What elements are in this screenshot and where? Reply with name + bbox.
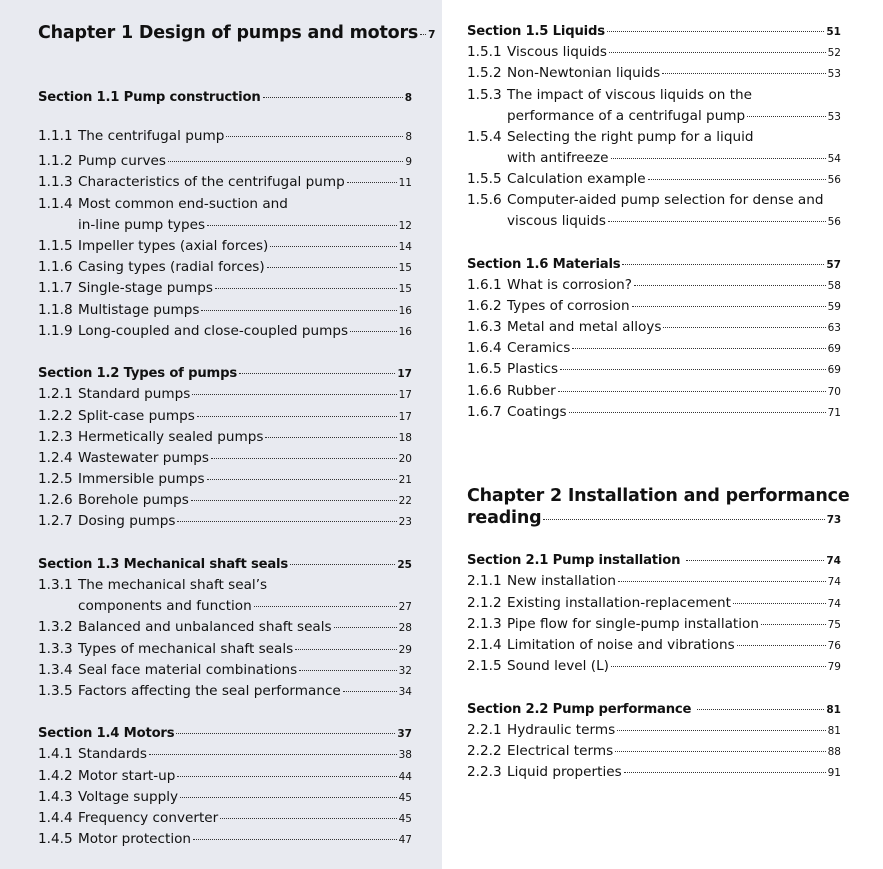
entry-title: Types of corrosion: [507, 298, 630, 314]
toc-entry-1-1-4[interactable]: [38, 194, 288, 215]
leader-dots: [569, 412, 826, 413]
entry-number: 1.1.9: [38, 323, 73, 339]
leader-dots: [193, 839, 397, 840]
entry-number: 1.5.5: [467, 171, 502, 187]
entry-title: Standard pumps: [78, 386, 191, 402]
entry-title-continued: performance of a centrifugal pump: [507, 108, 746, 124]
toc-entry-2-2-1[interactable]: [467, 720, 841, 742]
entry-number: 1.2.7: [38, 513, 73, 529]
entry-number: 1.4.3: [38, 789, 73, 805]
leader-dots: [295, 649, 396, 650]
section-title: Section 1.3 Mechanical shaft seals: [38, 557, 289, 572]
toc-entry-1-5-4[interactable]: [467, 127, 753, 148]
toc-entry-1-1-4-continued[interactable]: [38, 215, 412, 237]
page-number: 74: [827, 598, 841, 610]
entry-title: Calculation example: [507, 171, 646, 187]
leader-dots: [558, 391, 826, 392]
entry-number: 1.3.5: [38, 683, 73, 699]
page-number: 74: [827, 576, 841, 588]
entry-title: Borehole pumps: [78, 492, 189, 508]
leader-dots: [607, 31, 825, 32]
leader-dots: [611, 666, 826, 667]
chapter-1-heading[interactable]: [38, 22, 436, 46]
chapter-2-heading[interactable]: [467, 485, 850, 507]
leader-dots: [197, 416, 397, 417]
entry-title: Viscous liquids: [507, 44, 607, 60]
page-number: 29: [398, 644, 412, 656]
entry-title: New installation: [507, 573, 617, 589]
entry-title: What is corrosion?: [507, 277, 632, 293]
leader-dots: [350, 331, 397, 332]
leader-dots: [265, 437, 396, 438]
leader-dots: [290, 564, 395, 565]
entry-title-continued: viscous liquids: [507, 213, 606, 229]
entry-number: 1.5.3: [467, 87, 502, 103]
toc-entry-1-1-1[interactable]: [38, 126, 412, 148]
leader-dots: [239, 373, 395, 374]
page-number: 21: [398, 474, 412, 486]
entry-title: Motor protection: [78, 831, 192, 847]
entry-title: Voltage supply: [78, 789, 179, 805]
toc-entry-1-6-3[interactable]: [467, 317, 841, 339]
leader-dots: [192, 394, 396, 395]
entry-number: 1.2.4: [38, 450, 73, 466]
page-number: 57: [826, 259, 841, 271]
toc-entry-1-1-9[interactable]: [38, 321, 412, 343]
entry-title: Dosing pumps: [78, 513, 176, 529]
page-number: 15: [398, 283, 412, 295]
toc-entry-1-1-6[interactable]: [38, 257, 412, 279]
page-number: 15: [398, 262, 412, 274]
page-number: 56: [827, 216, 841, 228]
leader-dots: [420, 34, 426, 35]
entry-title: Most common end-suction and: [78, 196, 288, 212]
entry-number: 1.2.6: [38, 492, 73, 508]
page-number: 59: [827, 301, 841, 313]
leader-dots: [543, 519, 824, 520]
entry-title-continued: components and function: [78, 598, 252, 614]
leader-dots: [168, 161, 403, 162]
entry-number: 1.3.1: [38, 577, 73, 593]
page-number: 70: [827, 386, 841, 398]
entry-title: Casing types (radial forces): [78, 259, 265, 275]
entry-number: 1.4.1: [38, 746, 73, 762]
entry-title: Hermetically sealed pumps: [78, 429, 264, 445]
toc-entry-1-2-7[interactable]: [38, 511, 412, 533]
section-2-2-heading[interactable]: [467, 699, 841, 721]
entry-number: 1.1.7: [38, 280, 73, 296]
entry-number: 1.6.3: [467, 319, 502, 335]
toc-entry-2-1-3[interactable]: [467, 614, 841, 636]
leader-dots: [618, 581, 826, 582]
entry-number: 1.6.7: [467, 404, 502, 420]
entry-title: Non-Newtonian liquids: [507, 65, 661, 81]
toc-entry-1-5-4-continued[interactable]: [467, 148, 841, 170]
entry-number: 1.1.6: [38, 259, 73, 275]
entry-number: 2.1.1: [467, 573, 502, 589]
section-2-1-heading[interactable]: [467, 550, 841, 572]
leader-dots: [615, 751, 825, 752]
entry-number: 1.6.2: [467, 298, 502, 314]
leader-dots: [737, 645, 826, 646]
toc-entry-1-2-6[interactable]: [38, 490, 412, 512]
page-number: 74: [826, 555, 841, 567]
entry-number: 2.1.4: [467, 637, 502, 653]
page-number: 47: [398, 834, 412, 846]
entry-title: Standards: [78, 746, 147, 762]
leader-dots: [263, 97, 403, 98]
page-number: 91: [827, 767, 841, 779]
entry-title: Single-stage pumps: [78, 280, 213, 296]
leader-dots: [334, 627, 397, 628]
entry-number: 1.3.3: [38, 641, 73, 657]
toc-entry-1-4-5[interactable]: [38, 829, 412, 851]
leader-dots: [220, 818, 396, 819]
leader-dots: [697, 709, 824, 710]
entry-title: Sound level (L): [507, 658, 609, 674]
toc-entry-1-2-1[interactable]: [38, 384, 412, 406]
entry-number: 2.2.2: [467, 743, 502, 759]
leader-dots: [747, 116, 825, 117]
toc-entry-1-4-4[interactable]: [38, 808, 412, 830]
page-number: 7: [428, 29, 436, 41]
toc-entry-1-1-2[interactable]: [38, 151, 412, 173]
entry-title: Long-coupled and close-coupled pumps: [78, 323, 349, 339]
section-title: Section 2.2 Pump performance: [467, 702, 692, 717]
entry-title: Multistage pumps: [78, 302, 200, 318]
entry-number: 1.5.1: [467, 44, 502, 60]
page-number: 54: [827, 153, 841, 165]
entry-number: 1.3.2: [38, 619, 73, 635]
leader-dots: [634, 285, 826, 286]
page-number: 69: [827, 343, 841, 355]
page-number: 17: [398, 411, 412, 423]
page-number: 18: [398, 432, 412, 444]
leader-dots: [211, 458, 397, 459]
toc-entry-1-5-3[interactable]: [467, 85, 752, 106]
section-title: Section 1.6 Materials: [467, 257, 621, 272]
leader-dots: [215, 288, 397, 289]
leader-dots: [343, 691, 397, 692]
leader-dots: [624, 772, 826, 773]
entry-number: 1.2.2: [38, 408, 73, 424]
toc-entry-1-4-1[interactable]: [38, 744, 412, 766]
entry-title: Factors affecting the seal performance: [78, 683, 341, 699]
entry-title: Limitation of noise and vibrations: [507, 637, 735, 653]
toc-entry-1-6-6[interactable]: [467, 381, 841, 403]
toc-entry-1-1-7[interactable]: [38, 278, 412, 300]
leader-dots: [347, 182, 397, 183]
section-1-6-heading[interactable]: [467, 254, 841, 276]
page-number: 88: [827, 746, 841, 758]
entry-title: Wastewater pumps: [78, 450, 209, 466]
entry-title: Seal face material combinations: [78, 662, 298, 678]
entry-number: 1.5.6: [467, 192, 502, 208]
leader-dots: [560, 369, 826, 370]
leader-dots: [761, 624, 826, 625]
page-number: 63: [827, 322, 841, 334]
toc-entry-1-5-6-continued[interactable]: [467, 211, 841, 233]
page-number: 56: [827, 174, 841, 186]
leader-dots: [254, 606, 397, 607]
toc-entry-1-3-1-continued[interactable]: [38, 596, 412, 618]
leader-dots: [226, 136, 403, 137]
toc-entry-1-6-7[interactable]: [467, 402, 841, 424]
entry-number: 1.5.4: [467, 129, 502, 145]
leader-dots: [207, 479, 397, 480]
section-1-4-heading[interactable]: [38, 723, 412, 745]
leader-dots: [617, 730, 825, 731]
entry-title: The impact of viscous liquids on the: [507, 87, 753, 103]
entry-title: Plastics: [507, 361, 559, 377]
entry-title-continued: with antifreeze: [507, 150, 609, 166]
toc-entry-1-5-5[interactable]: [467, 169, 841, 191]
page-number: 71: [827, 407, 841, 419]
page-number: 17: [397, 368, 412, 380]
entry-title: Liquid properties: [507, 764, 622, 780]
page-number: 45: [398, 792, 412, 804]
entry-title: Balanced and unbalanced shaft seals: [78, 619, 332, 635]
leader-dots: [180, 797, 397, 798]
section-1-1-heading[interactable]: [38, 87, 412, 109]
entry-number: 1.2.3: [38, 429, 73, 445]
toc-entry-1-5-1[interactable]: [467, 42, 841, 64]
entry-title: Electrical terms: [507, 743, 614, 759]
entry-title: Metal and metal alloys: [507, 319, 662, 335]
toc-entry-2-1-5[interactable]: [467, 656, 841, 678]
entry-number: 2.2.1: [467, 722, 502, 738]
toc-entry-2-1-4[interactable]: [467, 635, 841, 657]
page-number: 25: [397, 559, 412, 571]
page-number: 28: [398, 622, 412, 634]
entry-title: Impeller types (axial forces): [78, 238, 269, 254]
entry-number: 1.3.4: [38, 662, 73, 678]
leader-dots: [611, 158, 826, 159]
toc-entry-2-2-3[interactable]: [467, 762, 841, 784]
entry-title: Selecting the right pump for a liquid: [507, 129, 754, 145]
entry-title: Pipe flow for single-pump installation: [507, 616, 759, 632]
toc-entry-1-1-5[interactable]: [38, 236, 412, 258]
toc-entry-1-4-2[interactable]: [38, 766, 412, 788]
entry-title: Types of mechanical shaft seals: [78, 641, 294, 657]
leader-dots: [191, 500, 397, 501]
leader-dots: [662, 73, 825, 74]
section-title: Section 1.4 Motors: [38, 726, 175, 741]
entry-title: Computer-aided pump selection for dense and: [507, 192, 824, 208]
leader-dots: [622, 264, 824, 265]
page-number: 27: [398, 601, 412, 613]
page-number: 8: [405, 131, 412, 143]
entry-number: 1.6.6: [467, 383, 502, 399]
leader-dots: [207, 225, 397, 226]
entry-number: 2.2.3: [467, 764, 502, 780]
entry-number: 1.6.4: [467, 340, 502, 356]
page-number: 9: [405, 156, 412, 168]
page-number: 14: [398, 241, 412, 253]
entry-number: 1.2.5: [38, 471, 73, 487]
entry-title: Motor start-up: [78, 768, 176, 784]
toc-entry-1-1-3[interactable]: [38, 172, 412, 194]
entry-number: 1.6.5: [467, 361, 502, 377]
leader-dots: [608, 221, 826, 222]
toc-right-column: [442, 0, 883, 869]
leader-dots: [299, 670, 396, 671]
toc-entry-1-3-2[interactable]: [38, 617, 412, 639]
page-number: 22: [398, 495, 412, 507]
page-number: 12: [398, 220, 412, 232]
entry-title: Split-case pumps: [78, 408, 195, 424]
page-number: 58: [827, 280, 841, 292]
page-number: 81: [827, 725, 841, 737]
toc-entry-1-6-1[interactable]: [467, 275, 841, 297]
page-number: 23: [398, 516, 412, 528]
entry-number: 2.1.2: [467, 595, 502, 611]
chapter-title: Chapter 1 Design of pumps and motors: [38, 23, 419, 43]
toc-entry-2-1-1[interactable]: [467, 571, 841, 593]
chapter-title-continued: reading: [467, 508, 542, 528]
toc-entry-2-2-2[interactable]: [467, 741, 841, 763]
toc-entry-1-6-2[interactable]: [467, 296, 841, 318]
page-number: 51: [826, 26, 841, 38]
toc-entry-1-6-4[interactable]: [467, 338, 841, 360]
section-1-3-heading[interactable]: [38, 554, 412, 576]
toc-entry-1-6-5[interactable]: [467, 359, 841, 381]
section-title: Section 1.1 Pump construction: [38, 90, 261, 105]
chapter-2-heading-continued[interactable]: [467, 507, 841, 531]
page-number: 8: [404, 92, 412, 104]
entry-title: Immersible pumps: [78, 471, 205, 487]
toc-entry-2-1-2[interactable]: [467, 593, 841, 615]
toc-entry-1-2-4[interactable]: [38, 448, 412, 470]
leader-dots: [267, 267, 397, 268]
leader-dots: [632, 306, 826, 307]
page-number: 20: [398, 453, 412, 465]
entry-number: 1.1.8: [38, 302, 73, 318]
entry-number: 1.2.1: [38, 386, 73, 402]
page-number: 69: [827, 364, 841, 376]
page-number: 79: [827, 661, 841, 673]
page-number: 53: [827, 111, 841, 123]
page-number: 76: [827, 640, 841, 652]
toc-entry-1-1-8[interactable]: [38, 300, 412, 322]
section-title: Section 1.2 Types of pumps: [38, 366, 237, 381]
toc-entry-1-2-3[interactable]: [38, 427, 412, 449]
leader-dots: [686, 560, 824, 561]
entry-number: 1.1.4: [38, 196, 73, 212]
entry-title: The mechanical shaft seal’s: [78, 577, 268, 593]
entry-title: The centrifugal pump: [78, 128, 225, 144]
toc-entry-1-5-3-continued[interactable]: [467, 106, 841, 128]
leader-dots: [572, 348, 825, 349]
entry-title: Frequency converter: [78, 810, 219, 826]
leader-dots: [663, 327, 825, 328]
entry-number: 1.4.5: [38, 831, 73, 847]
entry-title-continued: in-line pump types: [78, 217, 206, 233]
entry-title: Ceramics: [507, 340, 571, 356]
section-1-5-heading[interactable]: [467, 21, 841, 43]
leader-dots: [648, 179, 826, 180]
page-number: 16: [398, 326, 412, 338]
page-number: 81: [826, 704, 841, 716]
section-1-2-heading[interactable]: [38, 363, 412, 385]
section-title: Section 2.1 Pump installation: [467, 553, 681, 568]
leader-dots: [176, 733, 395, 734]
entry-number: 1.1.1: [38, 128, 73, 144]
toc-entry-1-5-2[interactable]: [467, 63, 841, 85]
entry-number: 2.1.5: [467, 658, 502, 674]
toc-entry-1-3-5[interactable]: [38, 681, 412, 703]
page-number: 32: [398, 665, 412, 677]
chapter-title: Chapter 2 Installation and performance: [467, 486, 850, 506]
entry-title: Characteristics of the centrifugal pump: [78, 174, 345, 190]
entry-number: 2.1.3: [467, 616, 502, 632]
page-number: 73: [826, 514, 841, 526]
toc-entry-1-2-2[interactable]: [38, 406, 412, 428]
entry-title: Rubber: [507, 383, 556, 399]
entry-title: Coatings: [507, 404, 567, 420]
leader-dots: [177, 521, 396, 522]
entry-number: 1.4.2: [38, 768, 73, 784]
leader-dots: [149, 754, 397, 755]
entry-number: 1.5.2: [467, 65, 502, 81]
entry-title: Hydraulic terms: [507, 722, 616, 738]
section-title: Section 1.5 Liquids: [467, 24, 605, 39]
entry-number: 1.6.1: [467, 277, 502, 293]
toc-entry-1-5-6[interactable]: [467, 190, 823, 211]
page-number: 37: [397, 728, 412, 740]
leader-dots: [201, 310, 396, 311]
page-number: 17: [398, 389, 412, 401]
entry-title: Pump curves: [78, 153, 166, 169]
page-number: 45: [398, 813, 412, 825]
leader-dots: [733, 603, 826, 604]
page-number: 16: [398, 305, 412, 317]
page-number: 53: [827, 68, 841, 80]
page-number: 11: [398, 177, 412, 189]
entry-title: Existing installation-replacement: [507, 595, 731, 611]
toc-entry-1-4-3[interactable]: [38, 787, 412, 809]
page-number: 38: [398, 749, 412, 761]
entry-number: 1.1.3: [38, 174, 73, 190]
page-number: 52: [827, 47, 841, 59]
entry-number: 1.1.2: [38, 153, 73, 169]
page-number: 75: [827, 619, 841, 631]
page-number: 34: [398, 686, 412, 698]
entry-number: 1.4.4: [38, 810, 73, 826]
leader-dots: [609, 52, 826, 53]
entry-number: 1.1.5: [38, 238, 73, 254]
toc-entry-1-2-5[interactable]: [38, 469, 412, 491]
leader-dots: [177, 776, 396, 777]
leader-dots: [270, 246, 396, 247]
toc-entry-1-3-1[interactable]: [38, 575, 267, 596]
toc-entry-1-3-4[interactable]: [38, 660, 412, 682]
page-number: 44: [398, 771, 412, 783]
toc-entry-1-3-3[interactable]: [38, 639, 412, 661]
